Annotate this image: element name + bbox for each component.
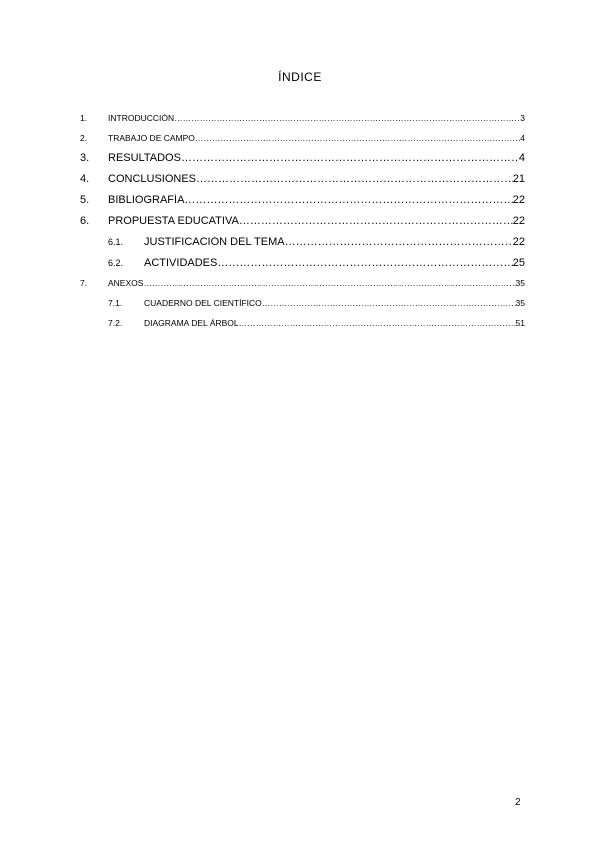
- toc-entry-number: 4.: [80, 173, 90, 185]
- toc-entry-label: CUADERNO DEL CIENTÍFICO: [144, 298, 262, 308]
- toc-leader-dots: [217, 257, 512, 269]
- page-number: 2: [515, 797, 521, 808]
- toc-entry-page: 22: [512, 194, 525, 206]
- toc-entry-page: 51: [515, 318, 525, 328]
- toc-leader-dots: [195, 133, 520, 143]
- toc-entry-number: 6.: [80, 215, 90, 227]
- toc-entry-number: 6.2.: [108, 258, 124, 268]
- toc-entry-number: 1.: [80, 113, 88, 123]
- toc-entry-number: 3.: [80, 152, 90, 164]
- toc-entry-label: JUSTIFICACIÓN DEL TEMA: [144, 236, 285, 248]
- toc-entry-page: 4: [520, 133, 525, 143]
- toc-entry-number: 6.1.: [108, 237, 124, 247]
- toc-entry[interactable]: [80, 173, 525, 189]
- toc-entry-label: RESULTADOS: [108, 152, 181, 164]
- toc-leader-dots: [196, 173, 513, 185]
- toc-subentry[interactable]: [108, 318, 525, 334]
- toc-entry[interactable]: [80, 278, 525, 294]
- toc-entry-page: 22: [512, 236, 525, 248]
- toc-entry-label: DIAGRAMA DEL ÁRBOL: [144, 318, 239, 328]
- toc-leader-dots: [239, 215, 513, 227]
- toc-entry[interactable]: [80, 152, 525, 168]
- toc-entry-page: 3: [520, 113, 525, 123]
- toc-entry-page: 35: [515, 278, 525, 288]
- toc-entry-label: ACTIVIDADES: [144, 257, 218, 269]
- toc-entry-label: CONCLUSIONES: [108, 173, 197, 185]
- toc-entry-page: 25: [512, 257, 525, 269]
- toc-entry-page: 4: [518, 152, 525, 164]
- index-title: ÍNDICE: [278, 70, 322, 84]
- toc-entry-number: 5.: [80, 194, 90, 206]
- toc-entry-page: 21: [512, 173, 525, 185]
- toc-entry-page: 35: [515, 298, 525, 308]
- toc-leader-dots: [143, 278, 515, 288]
- toc-entry-number: 7.: [80, 278, 88, 288]
- toc-entry-number: 7.2.: [108, 318, 123, 328]
- toc-entry[interactable]: [80, 194, 525, 210]
- toc-entry-label: PROPUESTA EDUCATIVA: [108, 215, 239, 227]
- toc-leader-dots: [181, 152, 519, 164]
- toc-entry-label: BIBLIOGRAFÍA: [108, 194, 185, 206]
- toc-entry-number: 2.: [80, 133, 88, 143]
- toc-leader-dots: [239, 318, 516, 328]
- toc-entry-page: 22: [512, 215, 525, 227]
- toc-entry[interactable]: [80, 215, 525, 231]
- toc-entry-label: ANEXOS: [108, 278, 144, 288]
- toc-leader-dots: [285, 236, 513, 248]
- toc-leader-dots: [174, 113, 520, 123]
- toc-subentry[interactable]: [108, 236, 525, 252]
- toc-leader-dots: [262, 298, 516, 308]
- toc-entry-label: INTRODUCCIÓN: [108, 113, 175, 123]
- toc-entry[interactable]: [80, 133, 525, 149]
- toc-entry-label: TRABAJO DE CAMPO: [108, 133, 195, 143]
- toc-leader-dots: [184, 194, 512, 206]
- toc-entry[interactable]: [80, 113, 525, 129]
- toc-entry-number: 7.1.: [108, 298, 123, 308]
- toc-subentry[interactable]: [108, 298, 525, 314]
- toc-subentry[interactable]: [108, 257, 525, 273]
